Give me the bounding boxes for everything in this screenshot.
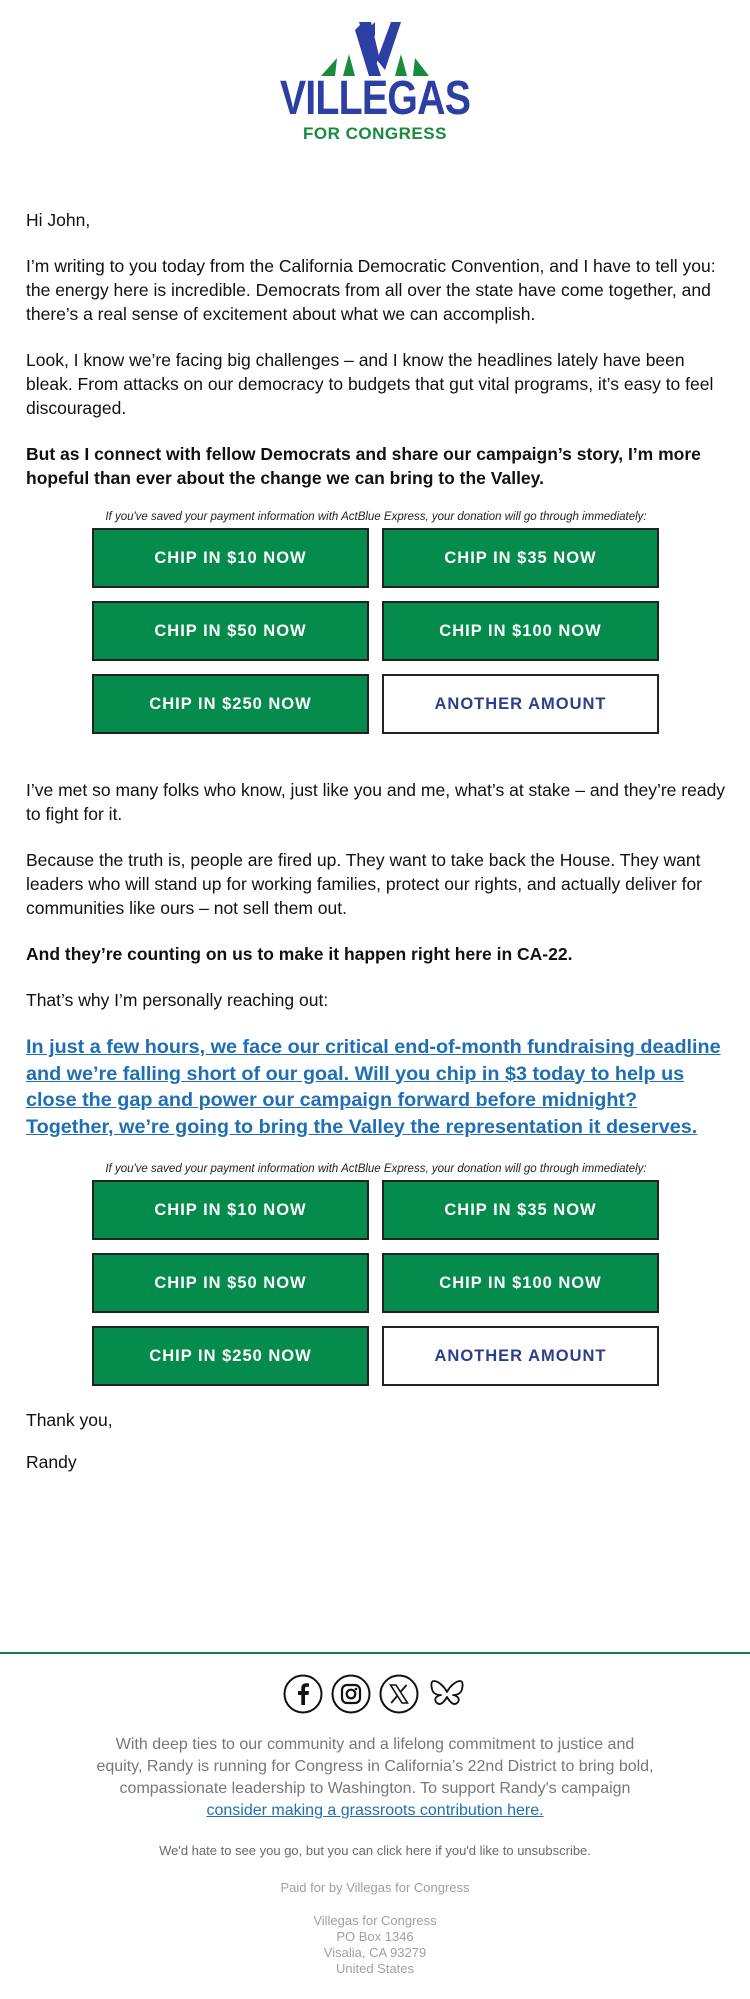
- paragraph-reaching-out: That’s why I’m personally reaching out:: [26, 990, 329, 1010]
- address-line: PO Box 1346: [336, 1929, 414, 1944]
- chip-in-250-button[interactable]: CHIP IN $250 NOW: [92, 1326, 369, 1386]
- grassroots-contribution-link[interactable]: consider making a grassroots contribution here.: [206, 1802, 544, 1819]
- bluesky-icon[interactable]: [427, 1674, 467, 1714]
- x-icon[interactable]: [379, 1674, 419, 1714]
- donation-buttons-bottom: [92, 1180, 660, 1386]
- paragraph-ca22: And they’re counting on us to make it happen right here in CA-22.: [26, 944, 573, 964]
- instagram-icon[interactable]: [331, 1674, 371, 1714]
- paragraph-convention: I’m writing to you today from the California Democratic Convention, and I have to tell you: the energy here is incredible. Democrats from all over the state have come together, and there’s a real sense of excitement about what we can accomplish.: [26, 256, 716, 324]
- address-line: Villegas for Congress: [313, 1913, 437, 1928]
- chip-in-35-button[interactable]: CHIP IN $35 NOW: [382, 528, 659, 588]
- social-links: [0, 1674, 750, 1714]
- donation-buttons-top: [92, 528, 660, 734]
- address-line: United States: [335, 1961, 415, 1976]
- footer-divider: [0, 1652, 750, 1654]
- chip-in-10-button[interactable]: CHIP IN $10 NOW: [92, 1180, 369, 1240]
- chip-in-50-button[interactable]: CHIP IN $50 NOW: [92, 1253, 369, 1313]
- email-body: [26, 208, 726, 1496]
- address-line: Visalia, CA 93279: [323, 1945, 427, 1960]
- paragraph-challenges: Look, I know we’re facing big challenges – and I know the headlines lately have been bleak. From attacks on our democracy to budgets that gut vital programs, it’s easy to feel discouraged.: [26, 350, 714, 418]
- signoff: Thank you,: [26, 1410, 113, 1430]
- paragraph-folks: I’ve met so many folks who know, just like you and me, what’s at stake – and they’re ready to fight for it.: [26, 780, 726, 824]
- another-amount-button[interactable]: ANOTHER AMOUNT: [382, 674, 659, 734]
- campaign-logo: [0, 22, 750, 144]
- paragraph-fired-up: Because the truth is, people are fired up. They want to take back the House. They want leaders who will stand up for working families, protect our rights, and actually deliver for communities like ours – not sell them out.: [26, 850, 703, 918]
- chip-in-100-button[interactable]: CHIP IN $100 NOW: [382, 601, 659, 661]
- footer-about-text: With deep ties to our community and a lifelong commitment to justice and equity, Randy is running for Congress in California’s 22nd District to bring bold, compassionate leadership to Washington. To support Randy's campaign: [96, 1736, 654, 1797]
- chip-in-100-button[interactable]: CHIP IN $100 NOW: [382, 1253, 659, 1313]
- another-amount-button[interactable]: ANOTHER AMOUNT: [382, 1326, 659, 1386]
- chip-in-35-button[interactable]: CHIP IN $35 NOW: [382, 1180, 659, 1240]
- greeting: Hi John,: [26, 210, 91, 230]
- chip-in-50-button[interactable]: CHIP IN $50 NOW: [92, 601, 369, 661]
- chip-in-10-button[interactable]: CHIP IN $10 NOW: [92, 528, 369, 588]
- cta-donate-link[interactable]: In just a few hours, we face our critical end-of-month fundraising deadline and we’re falling short of our goal. Will you chip in $3 today to help us close the gap and power our campaign forward before midnight? Together, we’re going to bring the Valley the representation it deserves.: [26, 1036, 721, 1138]
- logo-name: VILLEGAS: [279, 72, 471, 125]
- logo-v-mark-icon: [315, 22, 435, 78]
- paragraph-hopeful: But as I connect with fellow Democrats and share our campaign’s story, I’m more hopeful than ever about the change we can bring to the Valley.: [26, 444, 701, 488]
- facebook-icon[interactable]: [283, 1674, 323, 1714]
- unsubscribe-text[interactable]: We'd hate to see you go, but you can click here if you'd like to unsubscribe.: [159, 1843, 591, 1858]
- actblue-express-note: If you've saved your payment information with ActBlue Express, your donation will go through immediately:: [105, 511, 647, 523]
- mailing-address: [0, 1913, 750, 1977]
- paid-for-disclaimer: Paid for by Villegas for Congress: [280, 1880, 470, 1895]
- footer-about: [95, 1734, 655, 1822]
- logo-subtitle: FOR CONGRESS: [303, 124, 447, 143]
- actblue-express-note: If you've saved your payment information with ActBlue Express, your donation will go through immediately:: [105, 1163, 647, 1175]
- footer: [0, 1734, 750, 1977]
- chip-in-250-button[interactable]: CHIP IN $250 NOW: [92, 674, 369, 734]
- signature: Randy: [26, 1452, 77, 1472]
